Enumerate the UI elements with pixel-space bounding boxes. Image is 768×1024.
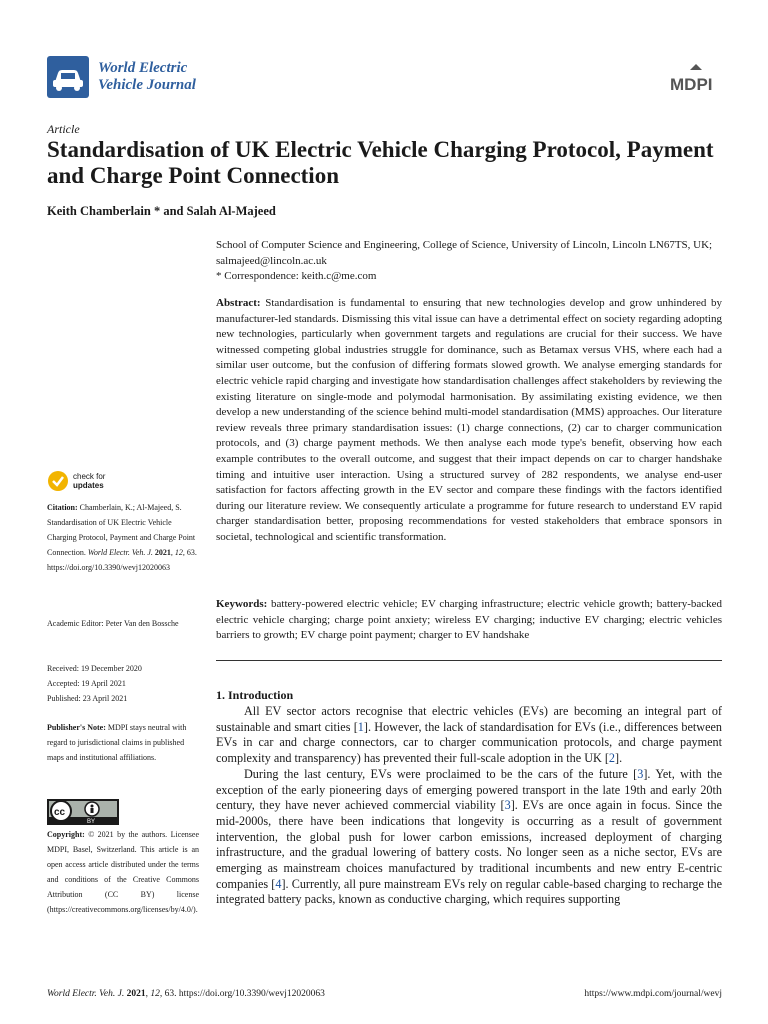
- affiliation: School of Computer Science and Engineering, College of Science, University of Lincoln, Lincoln LN67TS, UK; salmajeed@lincoln.ac.uk * Correspondence: keith.c@me.com: [216, 239, 713, 283]
- reference-link[interactable]: 4: [275, 876, 282, 891]
- paper-title: Standardisation of UK Electric Vehicle Charging Protocol, Payment and Charge Point Connection: [47, 137, 714, 188]
- journal-name: World Electric Vehicle Journal: [98, 60, 196, 93]
- car-icon: [47, 56, 89, 98]
- publisher-note: Publisher's Note: MDPI stays neutral with regard to jurisdictional claims in published maps and institutional affiliations.: [47, 723, 187, 762]
- author-list: Keith Chamberlain * and Salah Al-Majeed: [47, 204, 276, 218]
- introduction-body: [216, 704, 722, 908]
- keywords: Keywords: battery-powered electric vehicle; EV charging infrastructure; electric vehicle growth; battery-backed electric vehicle charging; charge point anxiety; wireless EV charging; inductive EV charging; electric vehicles barriers to growth; EV charge point payment; charger to EV handshake: [216, 598, 722, 642]
- check-for-updates-badge[interactable]: check for updates: [47, 470, 105, 492]
- academic-editor: Academic Editor: Peter Van den Bossche: [47, 619, 179, 628]
- svg-text:BY: BY: [87, 819, 96, 825]
- section-heading: 1. Introduction: [216, 688, 294, 702]
- footer-journal-url[interactable]: https://www.mdpi.com/journal/wevj: [584, 989, 722, 999]
- svg-text:MDPI: MDPI: [670, 75, 713, 94]
- article-type: Article: [47, 122, 80, 136]
- footer-citation: World Electr. Veh. J. 2021, 12, 63. https://doi.org/10.3390/wevj12020063: [47, 989, 325, 999]
- section-divider: [216, 660, 722, 661]
- paragraph: All EV sector actors recognise that electric vehicles (EVs) are becoming an integral part of sustainable and smart cities [1]. However, the lack of standardisation for EVs (i.e., differences between EVs in car and charge connectors, car to charger communication protocols, and charge payment complexity and transparency) has prevented their full-scale adoption in the UK [2].: [216, 704, 723, 766]
- paragraph: During the last century, EVs were proclaimed to be the cars of the future [3]. Yet, with the exception of the early pioneering days of emerging powered transport in the late 19th and early 20th century, they have never achieved commercial viability [3]. EVs are once again in focus. Since the mid-2000s, there have been indications that longevity is occurring as a result of government intervention, the global push for lower carbon emissions, increased deployment of charging infrastructure, and the gradual lowering of battery costs. No longer seen as a niche sector, EVs are emerging as mainstream choices manufactured by traditional incumbents and new entry E-centric companies [4]. Currently, all pure mainstream EVs rely on regular cable-based charging to recharge the integrated battery packs, known as conductive charging, which requires supporting: [216, 766, 722, 907]
- reference-link[interactable]: 2: [608, 751, 616, 766]
- reference-link[interactable]: 1: [357, 719, 364, 734]
- abstract: Abstract: Standardisation is fundamental to ensuring that new technologies develop and grow unhindered by manufacturer-led standards. Dismissing this vital issue can have a detrimental effect on society regarding adopting new technologies, particularly when government targets and regulations are crucial for their success. We have witnessed competing global industries struggle for dominance, such as Betamax versus VHS, where each had a similar user outcome, but the confusion of differing formats slowed growth. We analyse emerging standards for electric vehicle rapid charging and investigate how standardisation challenges affect stakeholders by reviewing the existing literature on single-mode and polymodal harmonisation. By assimilating existing evidence, we then develop a new understanding of the science behind multi-model standardisation (MMS) approaches. Our literature review reveals three primary standardisation issues: (1) charge connections, (2) car to charger communication protocols, and (3) charge payment methods. We then analyse each mode type's benefit, observing how each example contributes to the overall outcome, and suggest that their impact depends on car to charger handshake timing and intuitive user interaction. Using a structured survey of 282 respondents, we analyse end-user satisfaction for factors affecting growth in the EV sector and compare these findings with the factors identified during our literature review. We consequently articulate a programme for future research to understand EV rapid charger standardisation better, proposing recommendations for vested stakeholders that embrace sponsors in societal, technological and scientific transformation.: [216, 297, 723, 543]
- reference-link[interactable]: 3: [504, 798, 511, 813]
- check-updates-icon: [47, 470, 69, 492]
- mdpi-logo: [668, 62, 724, 98]
- svg-text:cc: cc: [54, 807, 66, 818]
- copyright-notice: Copyright: © 2021 by the authors. Licensee MDPI, Basel, Switzerland. This article is an open access article distributed under the terms and conditions of the Creative Commons Attribution (CC BY) license (https://creativecommons.org/licenses/by/4.0/).: [47, 830, 200, 914]
- citation-block: Citation: Chamberlain, K.; Al-Majeed, S. Standardisation of UK Electric Vehicle Charging Protocol, Payment and Charge Point Connection. World Electr. Veh. J. 2021, 12, 63. https://doi.org/10.3390/wevj12020063: [47, 503, 197, 572]
- publication-dates: Received: 19 December 2020 Accepted: 19 April 2021 Published: 23 April 2021: [47, 664, 142, 703]
- cc-by-license-badge[interactable]: [47, 799, 119, 825]
- reference-link[interactable]: 3: [637, 766, 644, 781]
- journal-logo: [47, 56, 89, 98]
